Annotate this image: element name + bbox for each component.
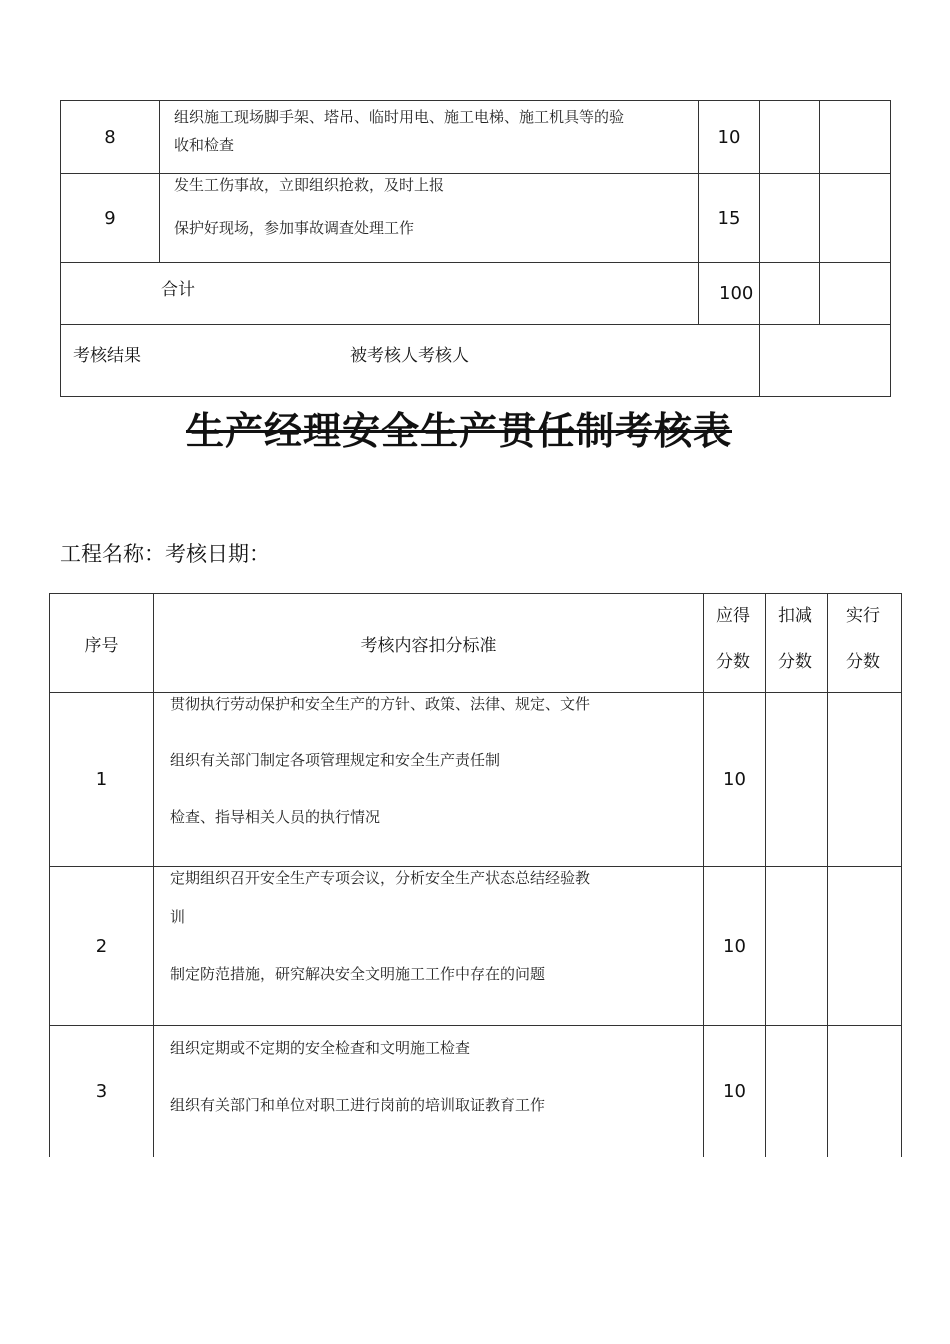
score-value: 10 xyxy=(717,126,741,148)
total-deduct xyxy=(759,262,820,325)
row-number: 3 xyxy=(95,1080,108,1102)
header-due-score xyxy=(703,593,766,693)
document-title: 生产经理安全生产贯任制考核表 xyxy=(185,409,732,453)
row-1-actual xyxy=(827,692,902,867)
header-line: 扣减 xyxy=(778,606,812,626)
content-line: 发生工伤事故，立即组织抢救，及时上报 xyxy=(174,176,445,194)
content-line: 训 xyxy=(170,908,186,926)
score-value: 10 xyxy=(723,935,746,957)
row-2-deduct xyxy=(765,866,828,1026)
row-1-score xyxy=(703,692,766,867)
signers-label: 被考核人考核人 xyxy=(350,346,469,366)
score-value: 15 xyxy=(717,207,741,229)
row-8-actual xyxy=(819,100,891,174)
row-number: 9 xyxy=(104,207,116,229)
row-1-content xyxy=(153,692,704,867)
row-2-number xyxy=(49,866,154,1026)
row-3-clip xyxy=(49,1025,902,1157)
row-3-content xyxy=(153,1025,704,1157)
row-2-score xyxy=(703,866,766,1026)
row-9-deduct xyxy=(759,173,820,263)
row-3-actual xyxy=(827,1025,902,1157)
row-1-deduct xyxy=(765,692,828,867)
score-value: 10 xyxy=(723,1080,746,1102)
row-8-content xyxy=(159,100,699,174)
row-3-number xyxy=(49,1025,154,1157)
content-line: 制定防范措施，研究解决安全文明施工工作中存在的问题 xyxy=(170,965,546,983)
content-line: 组织有关部门和单位对职工进行岗前的培训取证教育工作 xyxy=(170,1096,546,1114)
row-2-content xyxy=(153,866,704,1026)
header-content-label: 考核内容扣分标准 xyxy=(360,635,497,656)
content-line: 组织施工现场脚手架、塔吊、临时用电、施工电梯、施工机具等的验 xyxy=(174,108,625,126)
content-line: 组织定期或不定期的安全检查和文明施工检查 xyxy=(170,1039,471,1057)
header-line: 分数 xyxy=(846,652,880,672)
header-no xyxy=(49,593,154,693)
header-actual-score xyxy=(827,593,902,693)
row-number: 2 xyxy=(95,935,108,957)
project-and-date-line: 工程名称：考核日期： xyxy=(60,542,270,566)
row-3-score xyxy=(703,1025,766,1157)
header-line: 应得 xyxy=(716,606,750,626)
row-number: 8 xyxy=(104,126,116,148)
total-score: 100 xyxy=(719,283,754,304)
header-line: 实行 xyxy=(846,606,880,626)
header-deduct-score xyxy=(765,593,828,693)
content-line: 定期组织召开安全生产专项会议，分析安全生产状态总结经验教 xyxy=(170,869,591,887)
row-9-score xyxy=(698,173,760,263)
row-8-score xyxy=(698,100,760,174)
score-value: 10 xyxy=(723,769,746,790)
content-line: 保护好现场，参加事故调查处理工作 xyxy=(174,219,415,237)
total-actual xyxy=(819,262,891,325)
content-line: 贯彻执行劳动保护和安全生产的方针、政策、法律、规定、文件 xyxy=(170,695,591,713)
row-3-deduct xyxy=(765,1025,828,1157)
header-line: 分数 xyxy=(716,652,750,672)
row-9-actual xyxy=(819,173,891,263)
result-cell xyxy=(60,324,760,397)
header-no-label: 序号 xyxy=(84,635,119,656)
header-line: 分数 xyxy=(778,652,812,672)
row-1-number xyxy=(49,692,154,867)
header-content xyxy=(153,593,704,693)
total-label: 合计 xyxy=(161,280,195,300)
content-line: 收和检查 xyxy=(174,136,235,154)
row-9-content xyxy=(159,173,699,263)
result-label: 考核结果 xyxy=(73,346,141,366)
total-score-cell xyxy=(698,262,760,325)
row-9-number xyxy=(60,173,160,263)
content-line: 组织有关部门制定各项管理规定和安全生产责任制 xyxy=(170,751,501,769)
content-line: 检查、指导相关人员的执行情况 xyxy=(170,808,381,826)
row-number: 1 xyxy=(95,769,108,790)
row-8-deduct xyxy=(759,100,820,174)
row-8-number xyxy=(60,100,160,174)
total-label-cell xyxy=(60,262,699,325)
row-2-actual xyxy=(827,866,902,1026)
result-value-cell xyxy=(759,324,891,397)
